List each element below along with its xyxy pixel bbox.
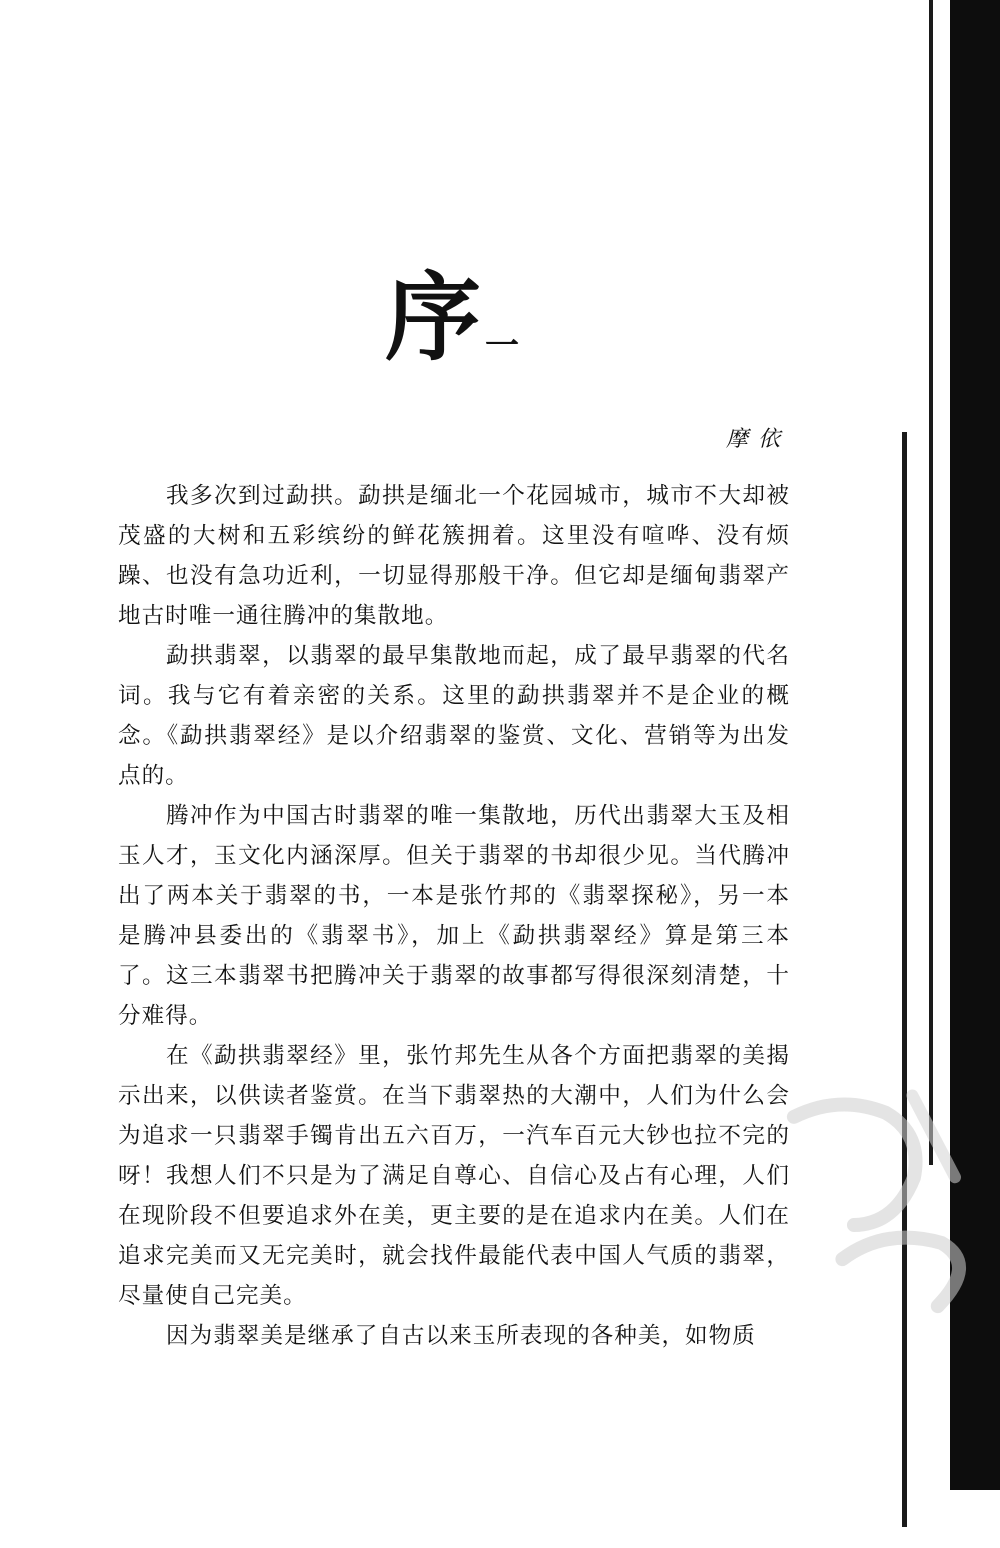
page-edge-gap: [950, 1490, 1000, 1548]
heading-title: 序: [385, 261, 481, 374]
paragraph: 勐拱翡翠，以翡翠的最早集散地而起，成了最早翡翠的代名词。我与它有着亲密的关系。这里的勐拱翡翠并不是企业的概念。《勐拱翡翠经》是以介绍翡翠的鉴赏、文化、营销等为出发点的。: [118, 643, 790, 789]
author-name: 摩依: [725, 427, 790, 452]
paragraph: 因为翡翠美是继承了自古以来玉所表现的各种美，如物质: [166, 1323, 756, 1349]
chapter-heading: [385, 261, 585, 378]
paragraph: 我多次到过勐拱。勐拱是缅北一个花园城市，城市不大却被茂盛的大树和五彩缤纷的鲜花簇拥着。这里没有喧哗、没有烦躁、也没有急功近利，一切显得那般干净。但它却是缅甸翡翠产地古时唯一通往腾冲的集散地。: [118, 483, 790, 629]
paragraph: 腾冲作为中国古时翡翠的唯一集散地，历代出翡翠大玉及相玉人才，玉文化内涵深厚。但关于翡翠的书却很少见。当代腾冲出了两本关于翡翠的书，一本是张竹邦的《翡翠探秘》，另一本是腾冲县委出的《翡翠书》，加上《勐拱翡翠经》算是第三本了。这三本翡翠书把腾冲关于翡翠的故事都写得很深刻清楚，十分难得。: [118, 803, 790, 1029]
paragraph: 在《勐拱翡翠经》里，张竹邦先生从各个方面把翡翠的美揭示出来，以供读者鉴赏。在当下翡翠热的大潮中，人们为什么会为追求一只翡翠手镯肯出五六百万，一汽车百元大钞也拉不完的呀！我想人们不只是为了满足自尊心、自信心及占有心理，人们在现阶段不但要追求外在美，更主要的是在追求内在美。人们在追求完美而又无完美时，就会找件最能代表中国人气质的翡翠，尽量使自己完美。: [118, 1043, 790, 1309]
scan-border-line: [929, 0, 933, 1165]
heading-number: 一: [485, 326, 519, 366]
page-edge-strip: [950, 0, 1000, 1490]
scan-border-line-inner: [902, 432, 907, 1527]
body-text: [118, 476, 790, 1356]
